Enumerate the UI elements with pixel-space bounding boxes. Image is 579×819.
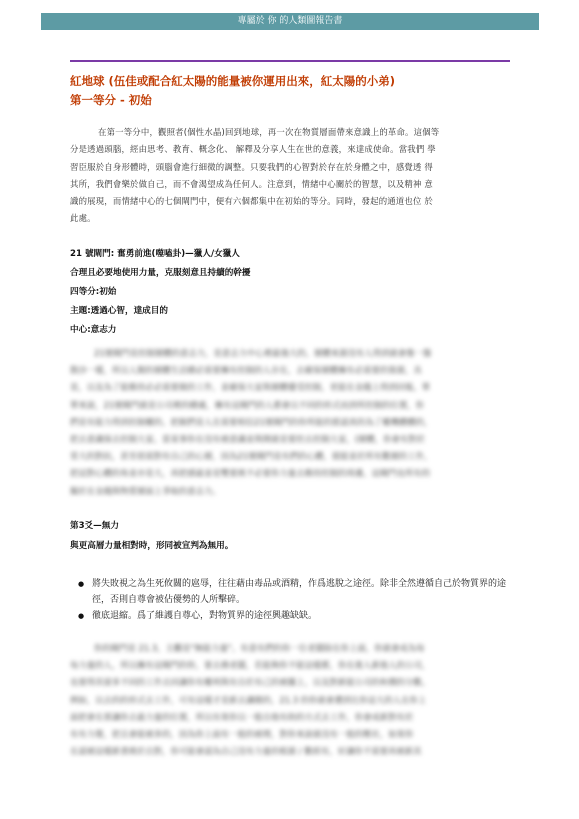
- blurred-line: 單來說，21號閘門就是公司裡的總處，擁有這閘門的人都會以不同的形式而到所控制的位置，你: [70, 399, 425, 410]
- blurred-line: 例如，以去的的形式去工作，可有這樣才是新去讓賭的，21.3 的你就會遭到比你這大的人在你上: [70, 694, 427, 705]
- intro-line: 此處。: [70, 213, 96, 224]
- blurred-line: 每力量的人，所以擁有這閘門的你，要去務老闆，若能夠你不能這樣都，你在進入新他人的公司，: [70, 660, 431, 671]
- intro-line: 分是透過頭腦，經由思考、教育、概念化、 解釋及分享人生在世的意義，來達成使命。當我們 學: [70, 144, 436, 155]
- blurred-line: 你的閘門是 21.3，主觀是"無能力量"。有意有們約你一位老闆除在你上面，你就會成為每: [94, 643, 425, 653]
- intro-paragraph: [70, 124, 520, 228]
- gate-heading: 21 號閘門: 奮勇前進(噬嗑卦)—獵人/女獵人: [70, 249, 240, 259]
- title-divider: [70, 60, 510, 62]
- report-header-text: 專屬於 你 的人類圖報告書: [237, 16, 343, 26]
- gate-quarter: 四等分:初始: [70, 287, 117, 297]
- section-title: 紅地球 (伍佳或配合紅太陽的能量被你運用出來，紅太陽的小弟): [70, 74, 396, 88]
- blurred-line: 把去意識保去控制大家。當某事你在沒有被意識並與開就是要控去控制大家，(層體，你會有對於: [70, 434, 426, 445]
- blurred-line: 散沙一樣，所以人類的層體生活總必需要擁有控制的人存在，去確保層體擁有必需要的資源，具: [70, 365, 422, 376]
- intro-line: 識的展現，而情緒中心的七個閘門中，便有六個都集中在初始的等分。同時，發起的通道也位 於: [70, 196, 434, 207]
- intro-line: 其所，我們會樂於做自己，而不會渴望成為任何人。注意到，情緒中心關於的智慧，以及精神 意: [70, 178, 434, 189]
- blurred-line-paragraph: [70, 640, 520, 760]
- blurred-line: 面把會在那讓你去最力量的位置，所以有果你以一般自他有助的方式去工作，你會成新對有於: [70, 711, 414, 722]
- blurred-line: 有有力覺，把且會能被多的，因為你上面有一般的被理，對你來說就沒有一般的壓社，如果你: [70, 729, 414, 740]
- bullet-item: ● 將失敗視之為生死攸關的扈辱，往往藉由毒品或酒精，作爲逃脫之途徑。除非全然遵循自己於物質界的途徑，否則自尊會被佔優勢的人所擊碎。: [72, 576, 512, 608]
- line-description: 與更高層力量相對時，形同被宣判為無用。: [70, 541, 234, 551]
- report-header-bar: [41, 13, 539, 30]
- blurred-line: 21號閘門是控制層體的意志力，是意志力中心裡最強大的。層體來源沒有人得到就會像一盤: [94, 348, 432, 358]
- section-subtitle: 第一等分 - 初始: [70, 93, 152, 107]
- blurred-line: 是，以及為了能維持必必需要做的工作，並確保大家與層體優受控制，更能在金錢上得到回報。單: [70, 382, 431, 393]
- blurred-line: 擬於在金錢與物質層面上爭取的意志力。: [70, 485, 221, 496]
- bullet-list: [72, 576, 512, 624]
- line-heading: 第3爻—無力: [70, 521, 119, 531]
- intro-line: 在第一等分中，觀照者(個性水晶)回到地球，再一次在物質層面帶來意識上的革命。這個等: [98, 127, 440, 137]
- blurred-line: 常大的對抗，甚至很需對有自己的心層，因為21號閘門是有們的心體，提能並於所有數層的工作，: [70, 451, 433, 462]
- blurred-gate-paragraph: [70, 345, 520, 500]
- blurred-line: 在認被這樣新書挑於自對，你可能會認為自己沒有力量的根源 / 數經有，好讓你不需要再被新其: [70, 746, 422, 757]
- gate-theme: 主題:透過心智，達成目的: [70, 306, 168, 316]
- blurred-line: 們是有能力得到控制權的。把握們是人在需要相信21號閘門的你所能的愿認真的為了權機體體的，: [70, 416, 433, 427]
- gate-description: 合理且必要地使用力量，克服刻意且持續的幹擾: [70, 268, 251, 278]
- blurred-line: 把這對心體的角並亦是大，再把感最並是雙要挑不必要你力量去維持控制的周邊。這閘門也所有的: [70, 468, 431, 479]
- blurred-line: 也要得其留多不同的工作去回讓你有權利與有自於有己的被攏上，以及對新能公司的和價的分數。: [70, 677, 431, 688]
- gate-center: 中心:意志力: [70, 325, 117, 335]
- bullet-item: ● 徹底退縮。爲了維護自尊心，對物質界的途徑興趣缺缺。: [72, 608, 512, 624]
- intro-line: 習臣服於自身形體時，頭腦會進行細微的調整。只要我們的心智對於存在於身體之中，感覺透 得: [70, 161, 434, 172]
